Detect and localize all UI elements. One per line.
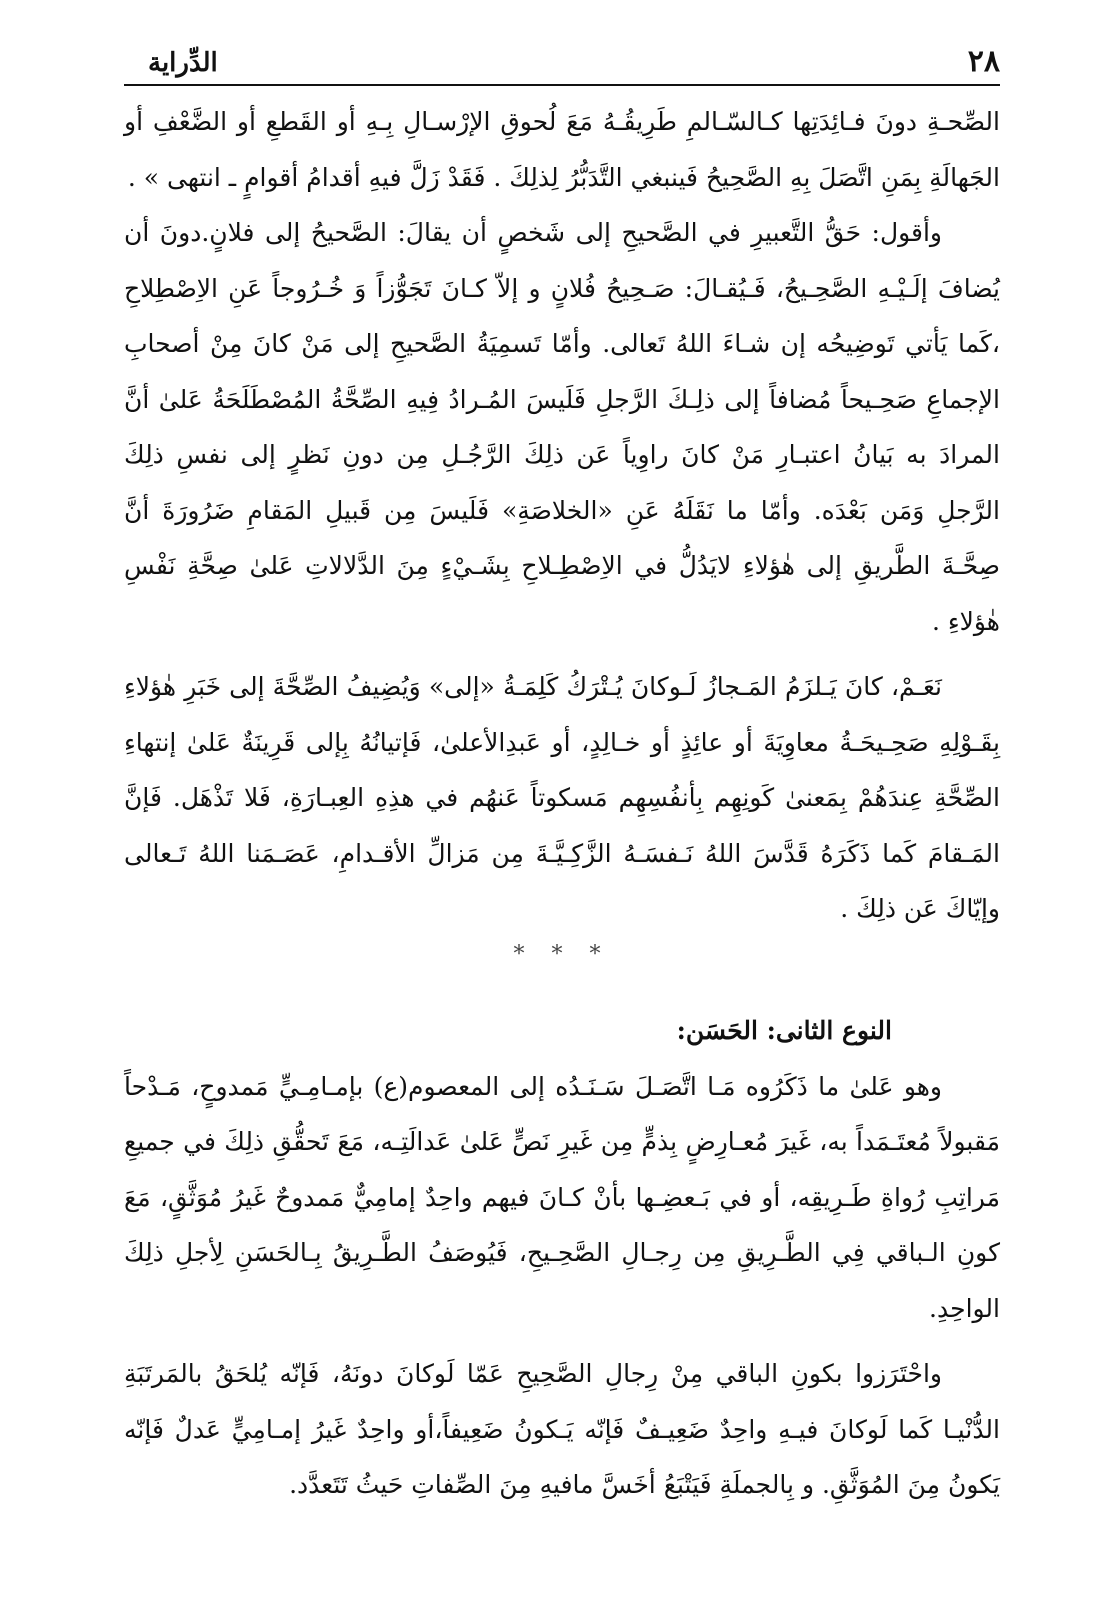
section-heading: النوع الثانى: الحَسَن: bbox=[676, 1016, 892, 1045]
paragraph: نَعَـمْ، كانَ يَـلزَمُ المَـجازُ لَـوكانَ يُـتْرَكُ كَلِمَـةُ «إلى» وَيُضِيفُ الصِّحَّةَ إلى خَبَرِ هٰؤلاءِ بِقَـوْلِهِ صَحِـيحَـةُ معاوِيَةَ أو عائِذٍ أو خـالِدٍ، أو عَبدِالأعلىٰ، فَإتيانُهُ بِإلى قَرِينَةٌ عَلىٰ إنتهاءِ الصِّحَّةِ عِندَهُمْ بِمَعنىٰ كَونِهِم بِأنفُسِهِم مَسكوتاً عَنهُم في هذِهِ العِبـارَةِ، فَلا تَذْهَل. فَإنَّ المَـقامَ كَما ذَكَرَهُ قَدَّسَ اللهُ نَـفسَـهُ الزَّكِـيَّـةَ مِن مَزالِّ الأقـدامِ، عَصَـمَنا اللهُ تَـعالى وإيّاكَ عَن ذلِكَ . bbox=[124, 672, 1000, 923]
paragraph: وأقول: حَقُّ التَّعبيرِ في الصَّحيحِ إلى شَخصٍ أن يقالَ: الصَّحيحُ إلى فلانٍ.دونَ أن يُضافَ إلَـيْـهِ الصَّحِـيحُ، فَـيُقـالَ: صَـحِيحُ فُلانٍ و إلاّ كـانَ تَجَوُّزاً وَ خُـرُوجاً عَنِ الاِصْطِلاحِ ،كَما يَأتي تَوضِيحُه إن شـاءَ اللهُ تَعالى. وأمّا تَسمِيَةُ الصَّحيحِ إلى مَنْ كانَ مِنْ أصحابِ الإجماعِ صَحِـيحاً مُضافاً إلى ذلِـكَ الرَّجلِ فَلَيسَ المُـرادُ فِيهِ الصِّحَّةُ المُصْطَلَحَةُ عَلىٰ أنَّ المرادَ به بَيانُ اعتبـارِ مَنْ كانَ راوِياً عَن ذلِكَ الرَّجُـلِ مِن دونِ نَظرٍ إلى نفسِ ذلِكَ الرَّجلِ وَمَن بَعْدَه. وأمّا ما نَقَلَهُ عَنِ «الخلاصَةِ» فَلَيسَ مِن قَبيلِ المَقامِ ضَرُورَةَ أنَّ صِحَّـةَ الطَّريقِ إلى هٰؤلاءِ لايَدُلُّ في الاِصْطِـلاحِ بِشَـيْءٍ مِنَ الدَّلالاتِ عَلىٰ صِحَّةِ نَفْسِ هٰؤلاءِ . bbox=[124, 218, 1001, 636]
main-text bbox=[124, 94, 1000, 937]
paragraph: الصِّحـةِ دونَ فـائِدَتِها كـالسّـالمِ طَرِيقُـهُ مَعَ لُحوقِ الإرْسـالِ بِـهِ أو القَطعِ أو الضَّعْفِ أو الجَهالَةِ بِمَنِ اتَّصَلَ بِهِ الصَّحِيحُ فَينبغي التَّدَبُّرُ لِذلِكَ . فَقَدْ زَلَّ فيهِ أقدامُ أقوامٍ ـ انتهى » . bbox=[124, 107, 1000, 192]
running-title: الدِّراية bbox=[148, 48, 218, 78]
page-header bbox=[124, 44, 1000, 84]
section-hasan bbox=[124, 1003, 1000, 1513]
page-number: ٢٨ bbox=[967, 44, 1000, 79]
section-separator: * * * bbox=[513, 942, 611, 967]
paragraph: وهو عَلىٰ ما ذَكَرُوه مَـا اتَّصَـلَ سَـنَـدُه إلى المعصوم(ع) بإمـامِـيٍّ مَمدوحٍ، مَـدْحاً مَقبولاً مُعتَـمَداً به، غَيرَ مُعـارِضٍ بِذمٍّ مِن غَيرِ نَصٍّ عَلىٰ عَدالَتِـه، مَعَ تَحقُّقِ ذلِكَ في جميعِ مَراتِبِ رُواةِ طَـرِيقِه، أو في بَـعضِـها بأنْ كـانَ فيهم واحِدٌ إمامِيٌّ مَمدوحٌ غَيرُ مُوَثَّقٍ، مَعَ كونِ الـباقي فِي الطَّـرِيقِ مِن رِجـالِ الصَّحِـيحِ، فَيُوصَفُ الطَّـرِيقُ بِـالحَسَنِ لِأجلِ ذلِكَ الواحِدِ. bbox=[124, 1071, 1000, 1323]
paragraph: واحْتَرَزوا بكونِ الباقي مِنْ رِجالِ الصَّحِيحِ عَمّا لَوكانَ دونَهُ، فَإنّه يُلحَقُ بالمَرتَبَةِ الدُّنْيـا كَما لَوكانَ فيـهِ واحِدٌ ضَعِيـفٌ فَإنّه يَـكونُ ضَعِيفاً،أو واحِدٌ غَيرُ إمـامِيٍّ عَدلٌ فَإنّه يَكونُ مِنَ المُوَثَّقِ. و بِالجملَةِ فَيَتْبَعُ أخَسَّ مافيهِ مِنَ الصِّفاتِ حَيثُ تَتَعدَّد. bbox=[124, 1359, 1000, 1499]
header-rule bbox=[124, 84, 1000, 86]
